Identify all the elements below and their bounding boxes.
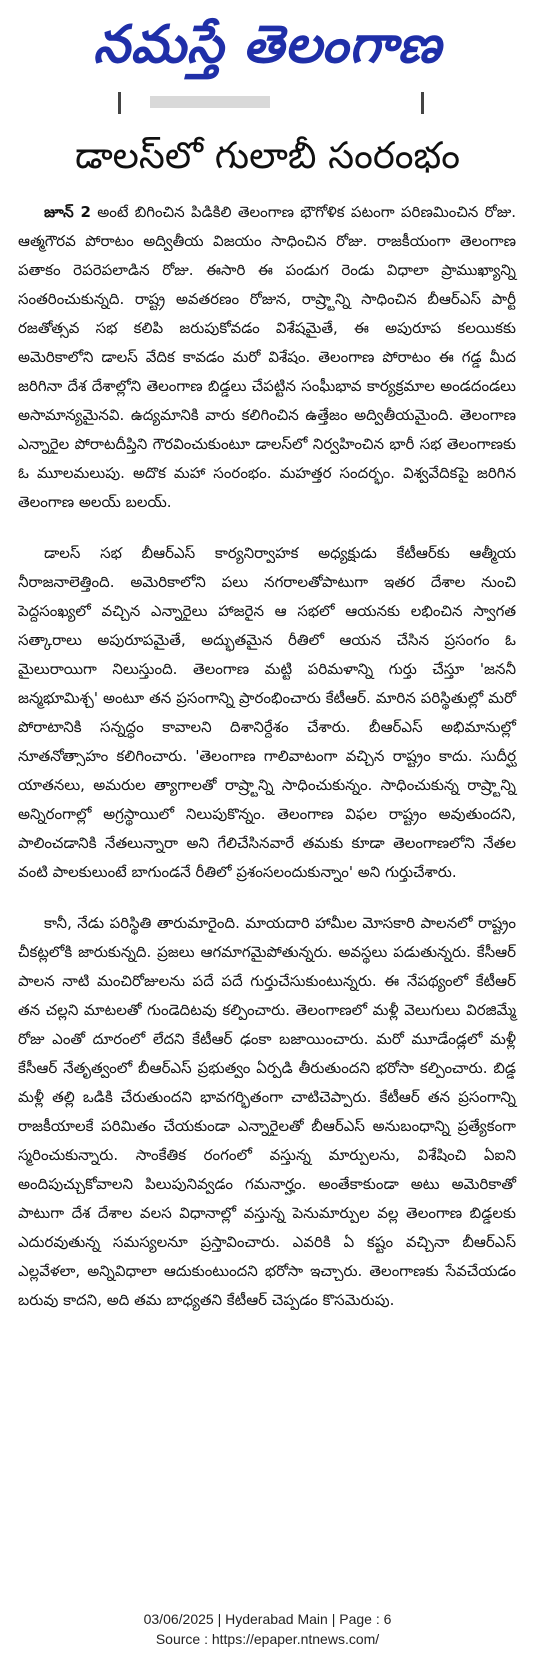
article-paragraph-1 (18, 198, 516, 517)
article-headline: డాలస్‌లో గులాబీ సంరంభం (74, 134, 461, 177)
paragraph-text: డాలస్ సభ బీఆర్‌ఎస్ కార్యనిర్వాహక అధ్యక్షుడు కేటీఆర్‌కు ఆత్మీయ నీరాజనాలెత్తింది. అమెరికాలోని పలు నగరాలతోపాటుగా ఇతర దేశాల నుంచి పెద్దసంఖ్యలో వచ్చిన ఎన్నారైలు హాజరైన ఆ సభలో ఆయనకు లభించిన స్వాగత సత్కారాలు అపురూపమైతే, అద్భుతమైన రీతిలో ఆయన చేసిన ప్రసంగం ఓ మైలురాయిగా నిలుస్తుంది. తెలంగాణ మట్టి పరిమళాన్ని గుర్తు చేస్తూ 'జననీ జన్మభూమిశ్చ' అంటూ తన ప్రసంగాన్ని ప్రారంభించారు కేటీఆర్. మారిన పరిస్థితుల్లో మరో పోరాటానికి సన్నద్ధం కావాలని దిశానిర్దేశం చేశారు. బీఆర్‌ఎస్ అభిమానుల్లో నూతనోత్సాహం కలిగించారు. 'తెలంగాణ గాలివాటంగా వచ్చిన రాష్ట్రం కాదు. సుదీర్ఘ యాతనలు, అమరుల త్యాగాలతో రాష్ర్టాన్ని సాధించుకున్నం. సాధించుకున్న రాష్ర్టాన్ని అన్నిరంగాల్లో అగ్రస్థాయిలో నిలుపుకొన్నం. తెలంగాణ విఫల రాష్ట్రం అవుతుందని, పాలించడానికి నేతలున్నారా అని గేలిచేసినవారే తమకు కూడా తెలంగాణలోని నేతల వంటి పాలకులుంటే బాగుండనే రీతిలో ప్రశంసలందుకున్నాం' అని గుర్తుచేశారు. (18, 544, 516, 881)
masthead-logo: నమస్తే తెలంగాణ (93, 15, 442, 75)
article-body (18, 198, 516, 1337)
footer-source-line: Source : https://epaper.ntnews.com/ (155, 1631, 380, 1647)
paragraph-text: కానీ, నేడు పరిస్థితి తారుమారైంది. మాయదారి హామీల మోసకారి పాలనలో రాష్ట్రం చీకట్లలోకి జారుకున్నది. ప్రజలు ఆగమాగమైపోతున్నరు. అవస్థలు పడుతున్నరు. కేసీఆర్ పాలన నాటి మంచిరోజులను పదే పదే గుర్తుచేసుకుంటున్నరు. ఈ నేపథ్యంలో కేటీఆర్ తన చల్లని మాటలతో గుండెదిటవు కల్పించారు. తెలంగాణలో మళ్లీ వెలుగులు విరజిమ్మే రోజు ఎంతో దూరంలో లేదని కేటీఆర్ ఢంకా బజాయించారు. మరో మూడేండ్లలో మళ్లీ కేసీఆర్ నేతృత్వంలో బీఆర్‌ఎస్ ప్రభుత్వం ఏర్పడి తీరుతుందని భరోసా కల్పించారు. బిడ్డ మళ్లీ తల్లి ఒడికి చేరుతుందని భావగర్భితంగా చాటిచెప్పారు. కేటీఆర్ తన ప్రసంగాన్ని రాజకీయాలకే పరిమితం చేయకుండా ఎన్నారైలతో బీఆర్‌ఎస్ అనుబంధాన్ని ప్రత్యేకంగా స్మరించుకున్నారు. సాంకేతిక రంగంలో వస్తున్న మార్పులను, విశేషించి ఏఐని అందిపుచ్చుకోవాలని పిలుపునివ్వడం గమనార్హం. అంతేకాకుండా అటు అమెరికాతో పాటుగా దేశ దేశాల వలస విధానాల్లో వస్తున్న పెనుమార్పుల వల్ల తెలంగాణ బిడ్డలకు ఎదురవుతున్న సమస్యలనూ ప్రస్తావించారు. ఎవరికి ఏ కష్టం వచ్చినా బీఆర్‌ఎస్ ఎల్లవేళలా, అన్నివిధాలా ఆదుకుంటుందని భరోసా ఇచ్చారు. తెలంగాణకు సేవచేయడం బరువు కాదని, అది తమ బాధ్యతని కేటీఆర్ చెప్పడం కొసమెరుపు. (18, 914, 516, 1309)
footer-date-line: 03/06/2025 | Hyderabad Main | Page : 6 (143, 1611, 392, 1627)
paragraph-lead: జూన్ 2 (44, 203, 91, 221)
divider-mark (150, 96, 270, 108)
article-paragraph-3 (18, 909, 516, 1315)
article-paragraph-2 (18, 539, 516, 887)
paragraph-text: అంటే బిగించిన పిడికిలి తెలంగాణ భౌగోళిక పటంగా పరిణమించిన రోజు. ఆత్మగౌరవ పోరాటం అద్వితీయ విజయం సాధించిన రోజు. రాజకీయంగా తెలంగాణ పతాకం రెపరెపలాడిన రోజు. ఈసారి ఈ పండుగ రెండు విధాలా ప్రాముఖ్యాన్ని సంతరించుకున్నది. రాష్ట్ర అవతరణం రోజున, రాష్ర్టాన్ని సాధించిన బీఆర్‌ఎస్ పార్టీ రజతోత్సవ సభ కలిపి జరుపుకోవడం విశేషమైతే, ఈ అపురూప కలయికకు అమెరికాలోని డాలస్ వేదిక కావడం మరో విశేషం. తెలంగాణ పోరాటం ఈ గడ్డ మీద జరిగినా దేశ దేశాల్లోని తెలంగాణ బిడ్డలు చేపట్టిన సంఘీభావ కార్యక్రమాల అండదండలు అసామాన్యమైనవి. ఉద్యమానికి వారు కలిగించిన ఉత్తేజం అద్వితీయమైంది. తెలంగాణ ఎన్నారైల పోరాటదీప్తిని గౌరవించుకుంటూ డాలస్‌లో నిర్వహించిన భారీ సభ తెలంగాణకు ఓ మూలమలుపు. అదొక మహా సంరంభం. మహత్తర సందర్భం. విశ్వవేదికపై జరిగిన తెలంగాణ అలయ్ బలయ్. (18, 203, 516, 511)
